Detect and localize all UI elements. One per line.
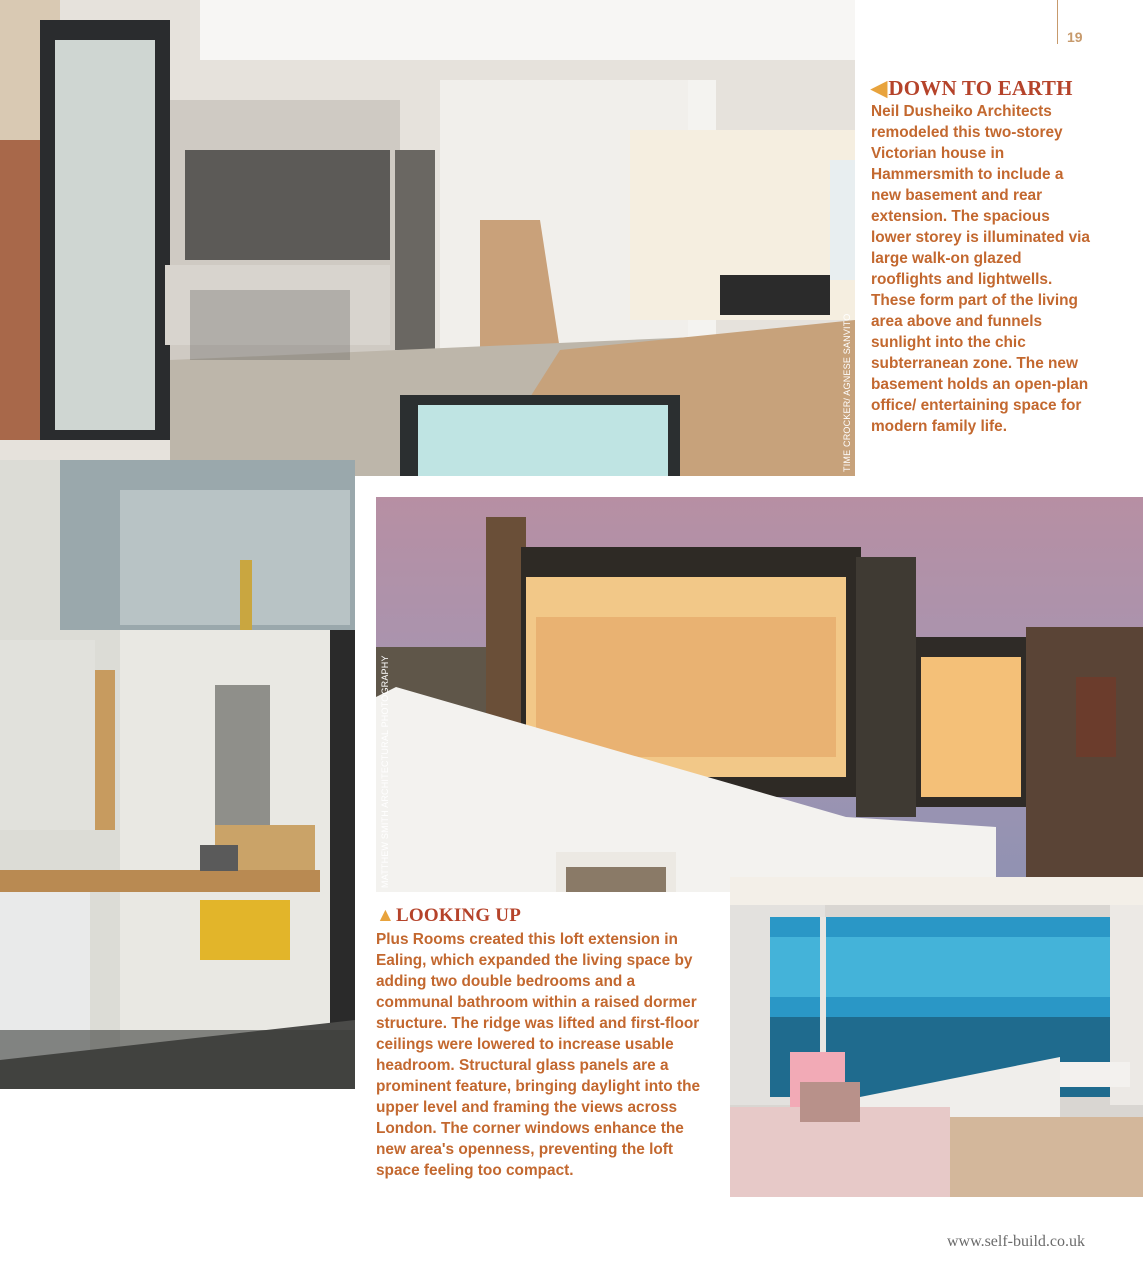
- photo-loft-exterior: [376, 497, 1143, 892]
- photo-home-office: [0, 460, 355, 1089]
- caption-down-to-earth: Neil Dusheiko Architects remodeled this two-storey Victorian house in Hammersmith to include a new basement and rear extension. The spacious lower storey is illuminated via large walk-on glazed rooflights and lightwells. These form part of the living area above and funnels sunlight into the chic subterranean zone. The new basement holds an open-plan office/ entertaining space for modern family life.: [871, 103, 1090, 435]
- heading-looking-up: [376, 905, 521, 927]
- up-arrow-icon: ▲: [376, 905, 396, 926]
- photo-kitchen-basement: [0, 0, 855, 476]
- page-number: 19: [1067, 29, 1083, 45]
- page-number-rule: [1057, 0, 1058, 44]
- heading-text: LOOKING UP: [396, 905, 521, 926]
- photo-credit-loft: MATTHEW SMITH ARCHITECTURAL PHOTOGRAPHY: [380, 655, 390, 888]
- heading-down-to-earth: [871, 76, 1073, 101]
- caption-looking-up: Plus Rooms created this loft extension in Ealing, which expanded the living space by adding two double bedrooms and a communal bathroom within a raised dormer structure. The ridge was lifted and first-floor ceilings were lowered to increase usable headroom. Structural glass panels are a prominent feature, bringing daylight into the upper level and framing the views across London. The corner windows enhance the new area's openness, preventing the loft space feeling too compact.: [376, 931, 701, 1179]
- photo-bedroom: [730, 877, 1143, 1197]
- heading-text: DOWN TO EARTH: [888, 76, 1073, 100]
- left-arrow-icon: ◀: [871, 76, 888, 100]
- photo-credit-kitchen: TIME CROCKER/ AGNESE SANVITO: [842, 313, 852, 472]
- website-url: www.self-build.co.uk: [946, 1233, 1085, 1250]
